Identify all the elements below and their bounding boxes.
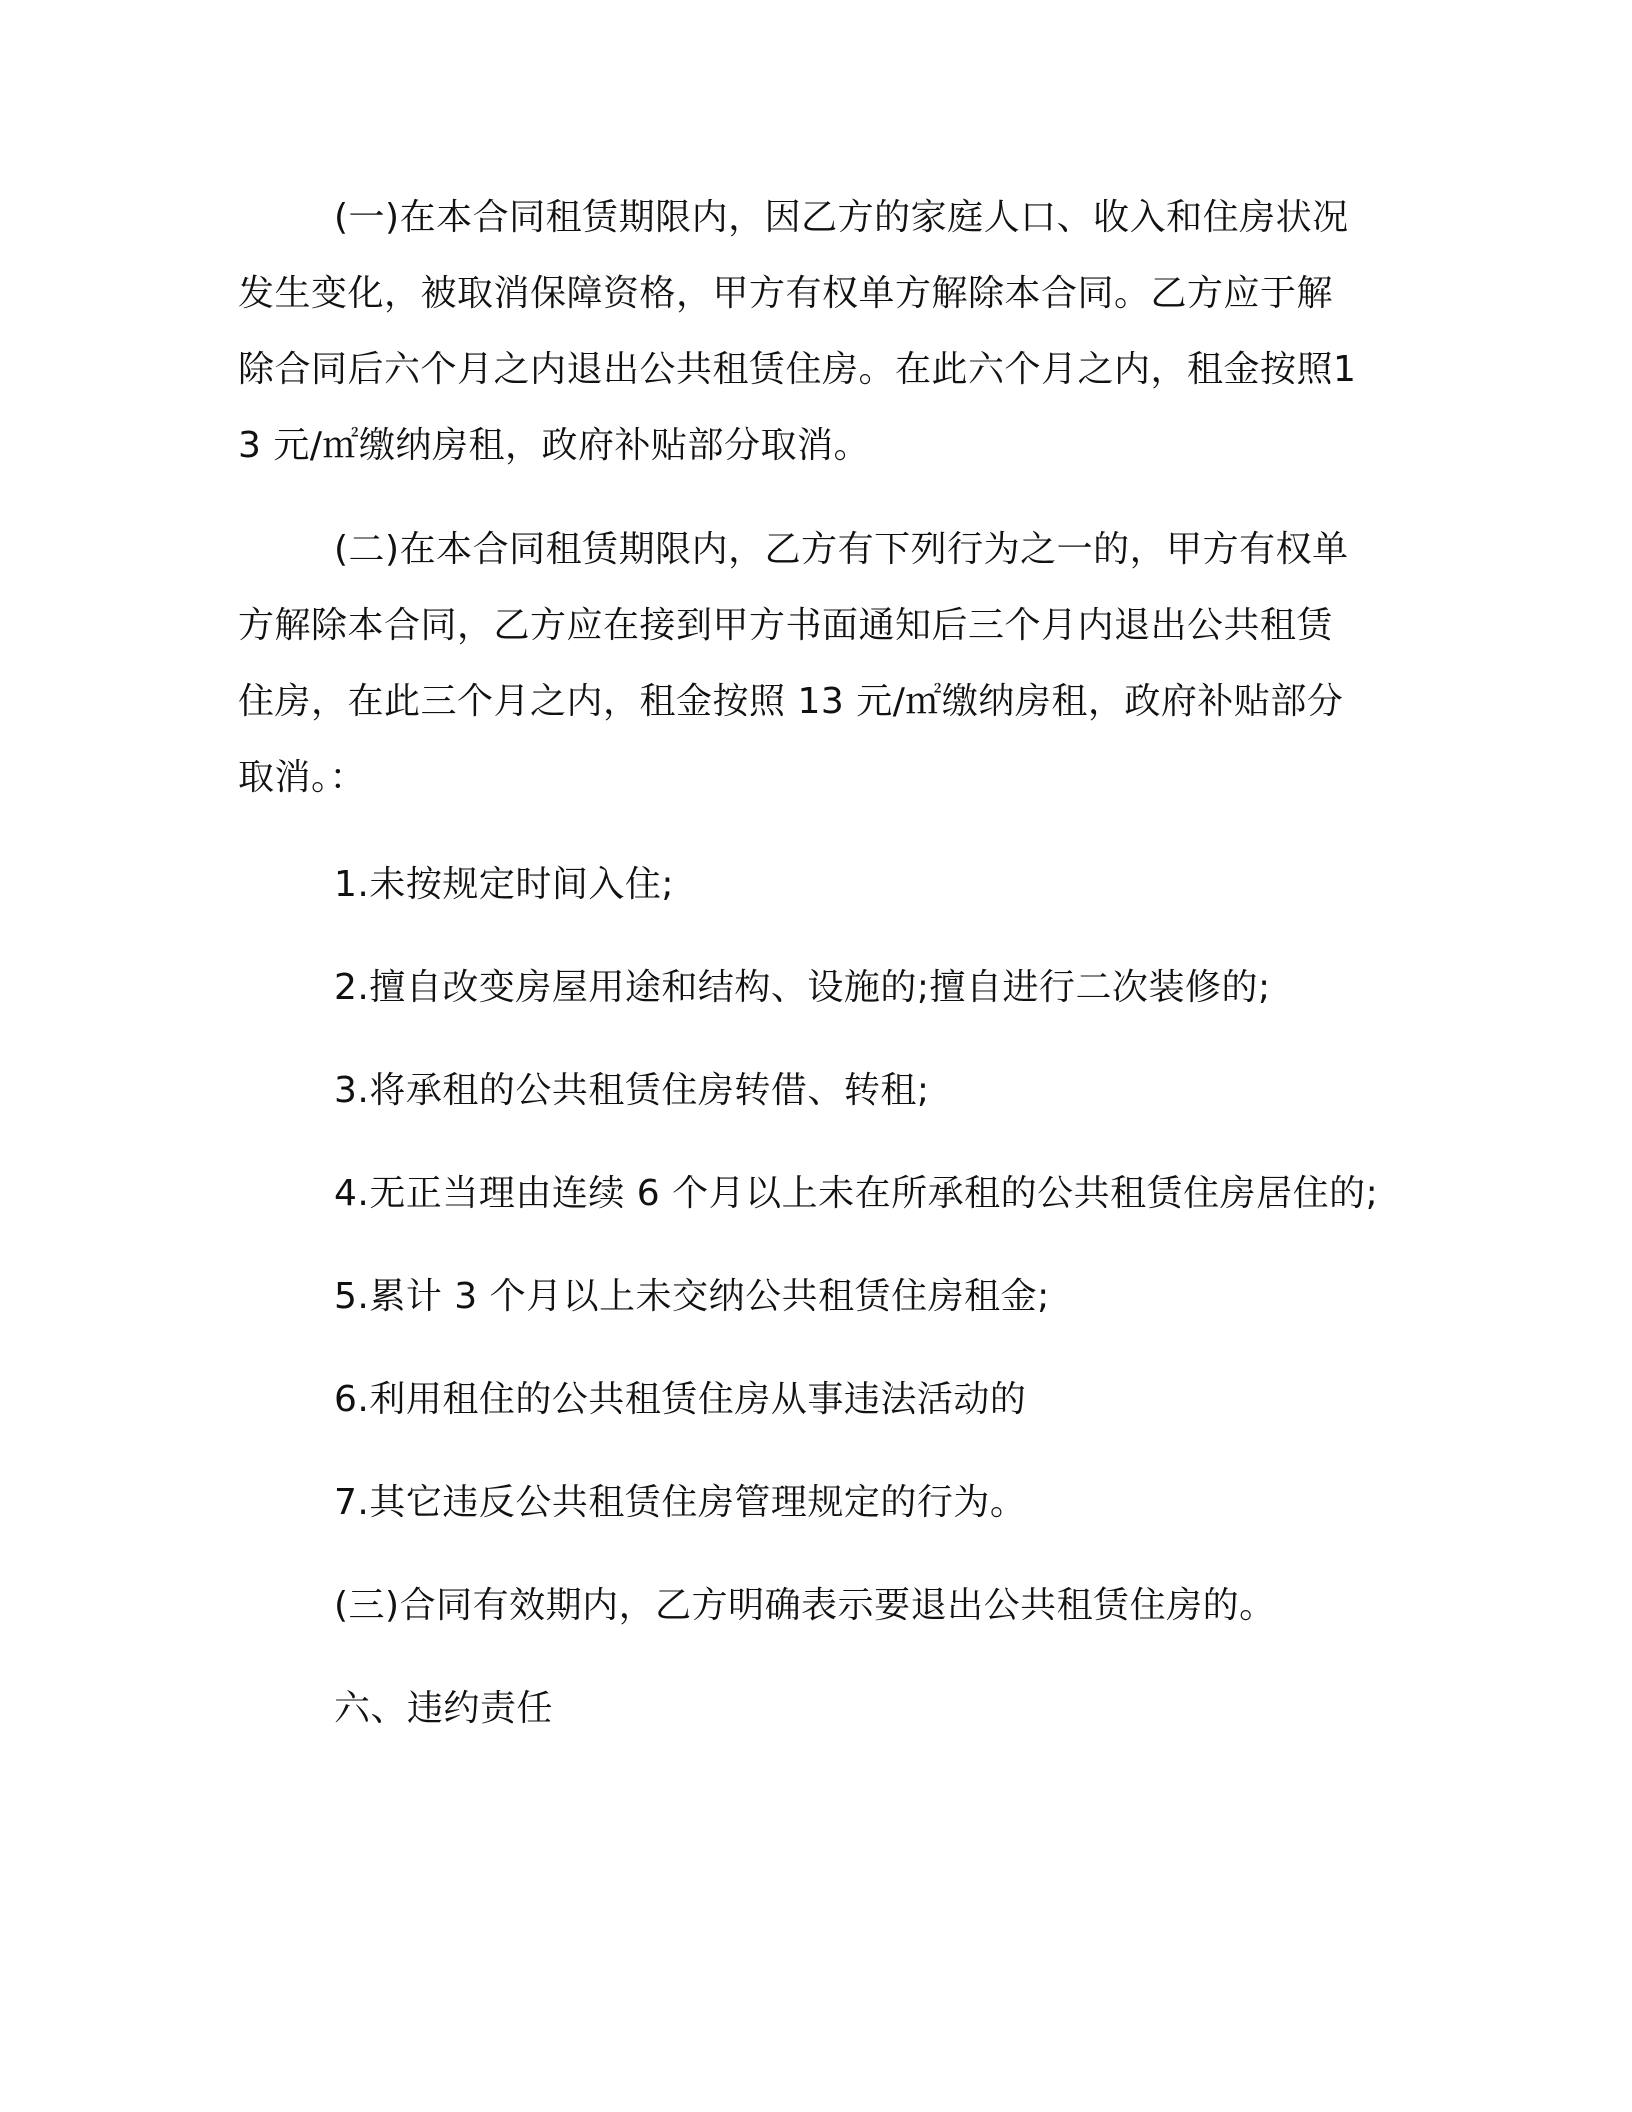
paragraph-clause-three: (三)合同有效期内，乙方明确表示要退出公共租赁住房的。 <box>334 1585 1276 1626</box>
list-item: 2.擅自改变房屋用途和结构、设施的;擅自进行二次装修的; <box>334 967 1271 1008</box>
list-item: 7.其它违反公共租赁住房管理规定的行为。 <box>334 1482 1027 1523</box>
list-item: 5.累计 3 个月以上未交纳公共租赁住房租金; <box>334 1276 1050 1317</box>
section-heading: 六、违约责任 <box>334 1688 554 1729</box>
list-item: 1.未按规定时间入住; <box>334 864 674 905</box>
paragraph-clause-one: (一)在本合同租赁期限内，因乙方的家庭人口、收入和住房状况发生变化，被取消保障资格，甲方有权单方解除本合同。乙方应于解除合同后六个月之内退出公共租赁住房。在此六个月之内，租金按照13 元/㎡缴纳房租，政府补贴部分取消。 <box>238 197 1357 466</box>
paragraph-clause-two: (二)在本合同租赁期限内，乙方有下列行为之一的，甲方有权单方解除本合同，乙方应在接到甲方书面通知后三个月内退出公共租赁住房，在此三个月之内，租金按照 13 元/㎡缴纳房租，政府补贴部分取消。： <box>238 529 1349 798</box>
list-item: 6.利用租住的公共租赁住房从事违法活动的 <box>334 1379 1027 1420</box>
list-item: 3.将承租的公共租赁住房转借、转租; <box>334 1070 930 1111</box>
list-item: 4.无正当理由连续 6 个月以上未在所承租的公共租赁住房居住的; <box>334 1173 1379 1214</box>
